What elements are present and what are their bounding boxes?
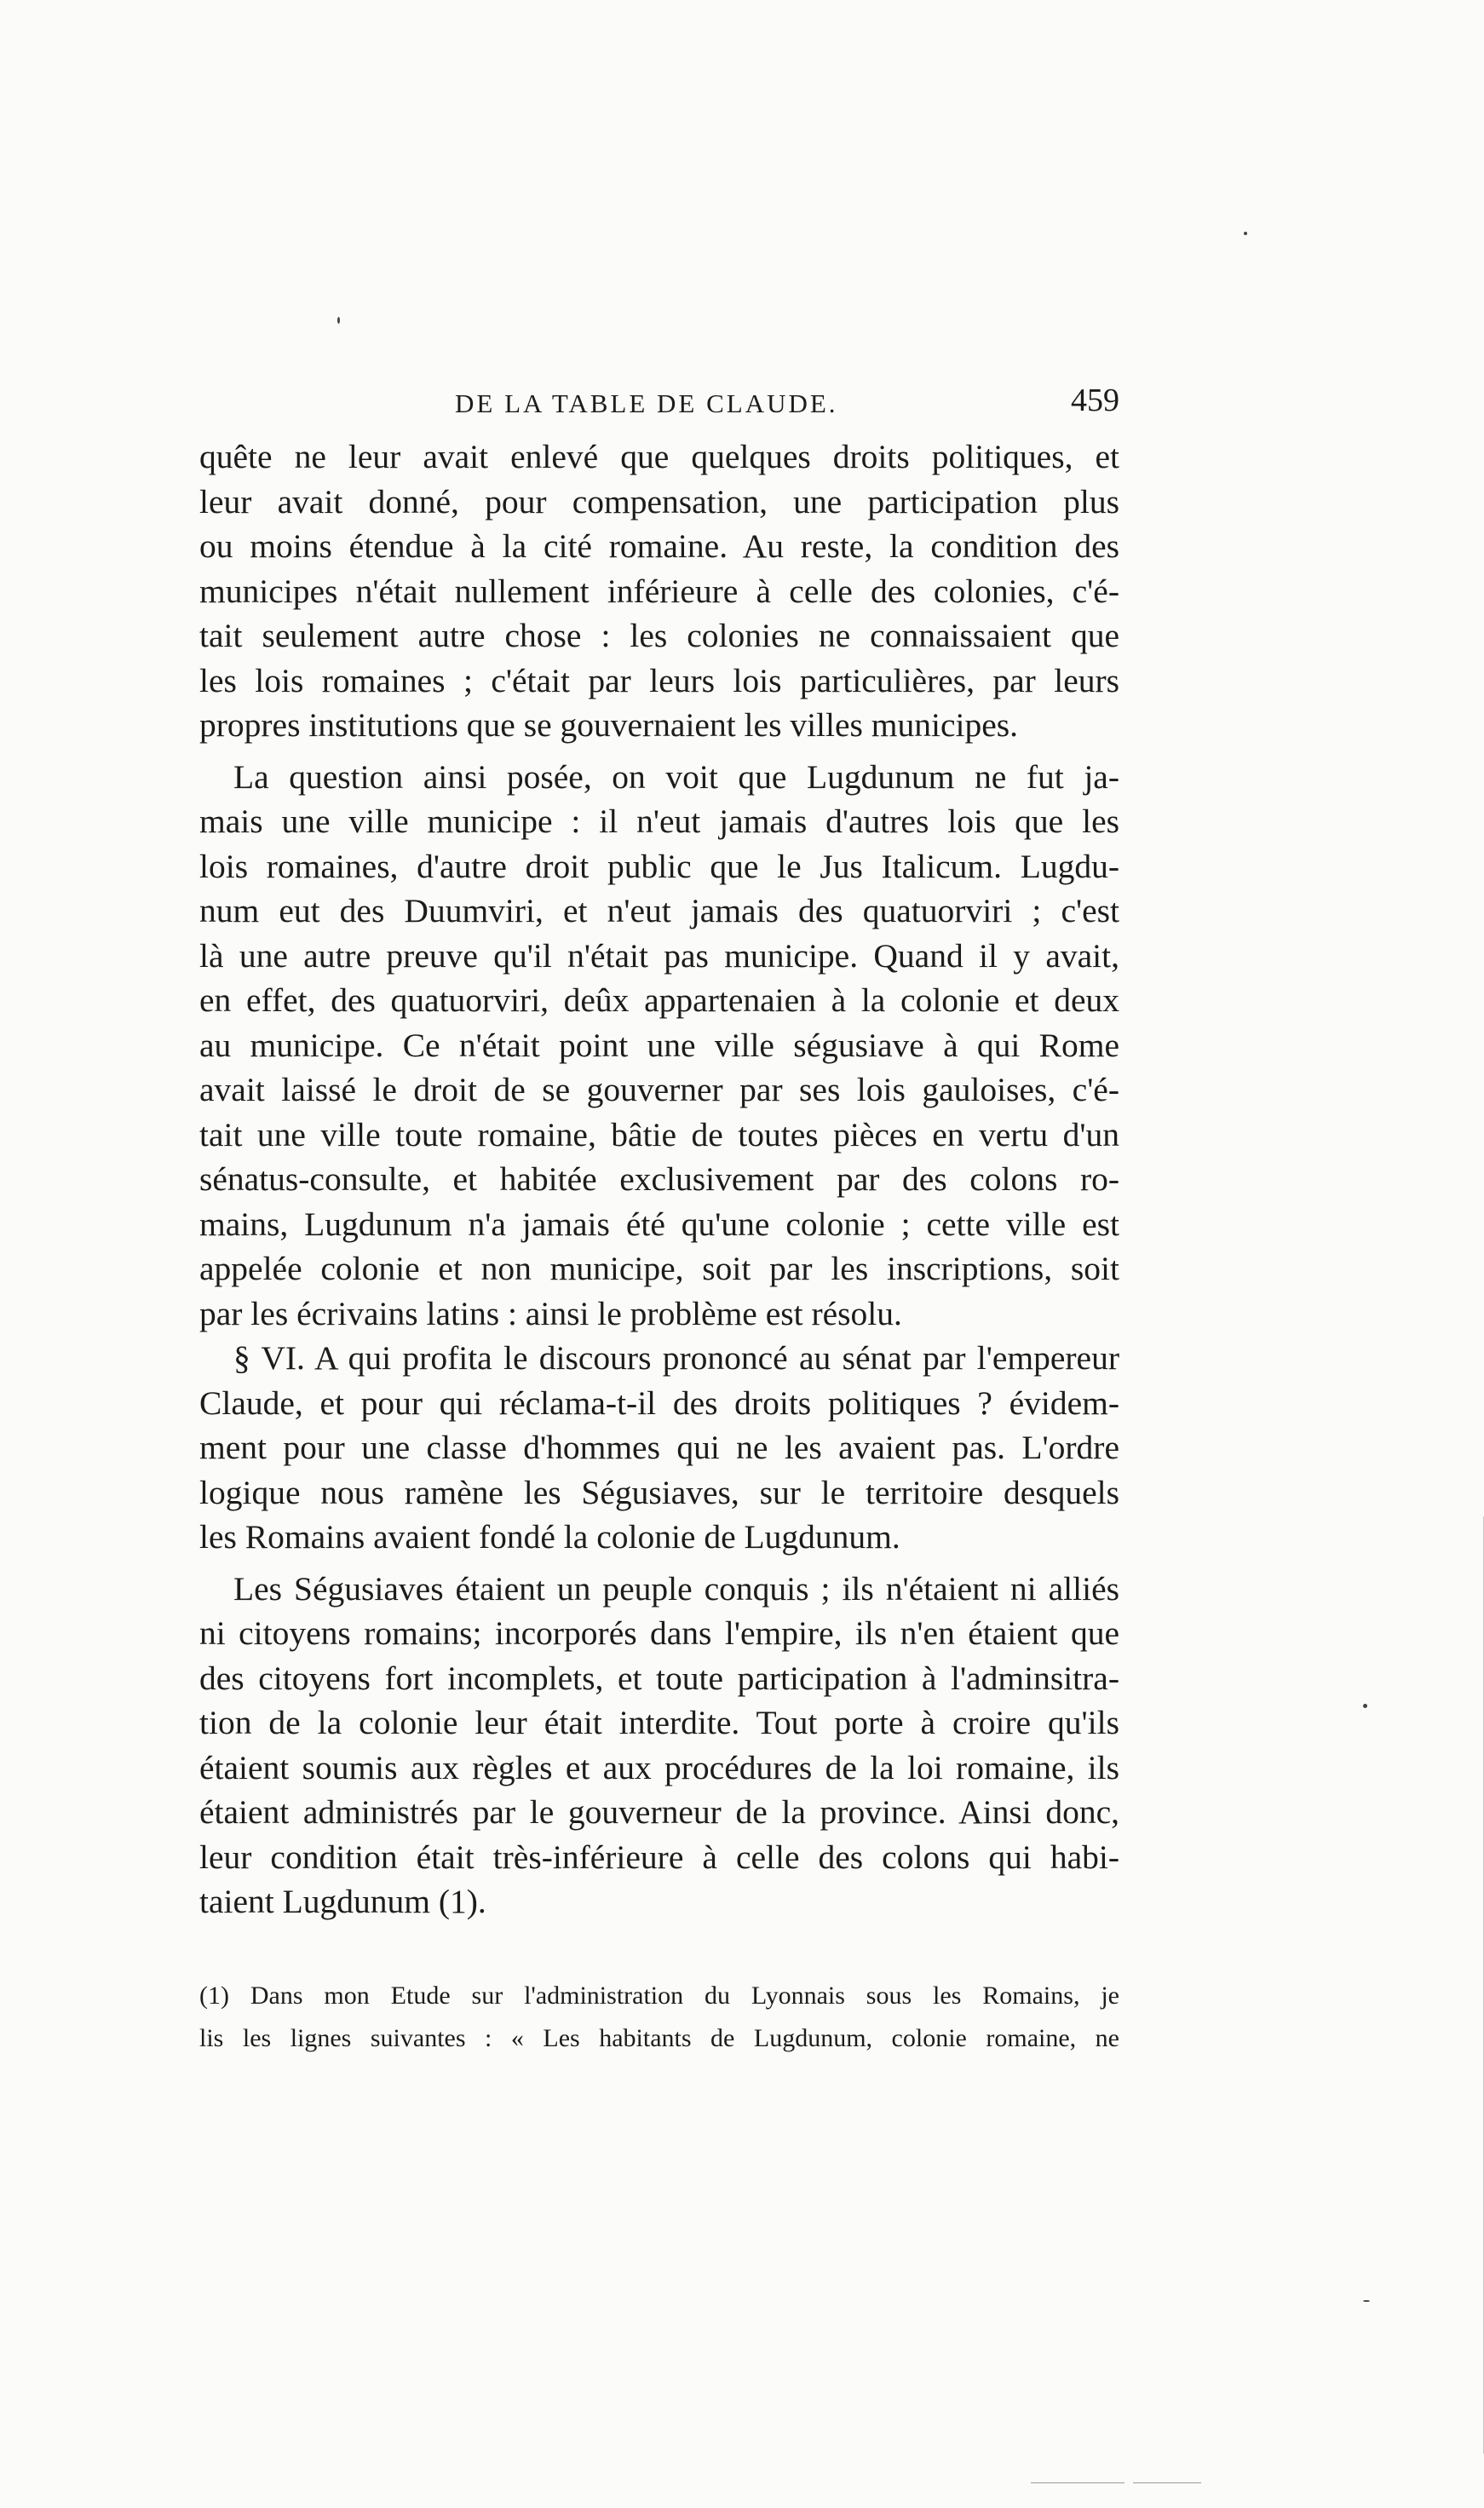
paragraph [199,1336,1119,1560]
text-line: ou moins étendue à la cité romaine. Au reste, la condition des [199,527,1119,565]
text-line: des citoyens fort incomplets, et toute participation à l'adminsitra- [199,1659,1119,1697]
text-line: étaient soumis aux règles et aux procédures de la loi romaine, ils [199,1748,1119,1786]
paragraph [199,1567,1119,1924]
text-line: les lois romaines ; c'était par leurs lois particulières, par leurs [199,661,1119,699]
text-line: Claude, et pour qui réclama-t-il des droits politiques ? évidem- [199,1383,1119,1422]
text-line: ment pour une classe d'hommes qui ne les avaient pas. L'ordre [199,1429,1119,1466]
text-line: leur condition était très-inférieure à celle des colons qui habi- [199,1838,1119,1876]
text-line: tait seulement autre chose : les colonies ne connaissaient que [199,617,1119,654]
text-line: avait laissé le droit de se gouverner par ses lois gauloises, c'é- [199,1071,1119,1108]
page-header [199,382,1119,433]
text-line: au municipe. Ce n'était point une ville ségusiave à qui Rome [199,1026,1119,1064]
body-text [199,434,1119,1924]
text-line: appelée colonie et non municipe, soit par les inscriptions, soit [199,1250,1119,1287]
scan-speck [1363,1704,1367,1708]
text-line: ni citoyens romains; incorporés dans l'empire, ils n'en étaient que [199,1614,1119,1652]
text-line: tait une ville toute romaine, bâtie de toutes pièces en vertu d'un [199,1115,1119,1153]
text-line: taient Lugdunum (1). [199,1883,486,1920]
text-line: quête ne leur avait enlevé que quelques droits politiques, et [199,438,1119,475]
text-line: mais une ville municipe : il n'eut jamais d'autres lois que les [199,802,1119,840]
text-line: logique nous ramène les Ségusiaves, sur le territoire desquels [199,1473,1119,1511]
footnote [199,1975,1119,2060]
page-number: 459 [1071,383,1119,418]
running-title: DE LA TABLE DE CLAUDE. [455,388,838,418]
text-line: leur avait donné, pour compensation, une participation plus [199,482,1119,521]
text-line: municipes n'était nullement inférieure à celle des colonies, c'é- [199,572,1119,610]
text-line: étaient administrés par le gouverneur de la province. Ainsi donc, [199,1793,1119,1831]
text-line: les Romains avaient fondé la colonie de Lugdunum. [199,1518,900,1556]
text-line: Les Ségusiaves étaient un peuple conquis ; ils n'étaient ni alliés [233,1569,1119,1608]
text-line: num eut des Duumviri, et n'eut jamais des quatuorviri ; c'est [199,892,1119,929]
text-line: mains, Lugdunum n'a jamais été qu'une colonie ; cette ville est [199,1205,1119,1243]
text-line: propres institutions que se gouvernaient les villes municipes. [199,706,1018,744]
paragraph [199,755,1119,1337]
scan-speck [1244,232,1247,235]
text-line: La question ainsi posée, on voit que Lugdunum ne fut ja- [233,757,1119,796]
text-line: là une autre preuve qu'il n'était pas municipe. Quand il y avait, [199,936,1119,975]
scan-rule-mark [1133,2482,1201,2483]
scan-rule-mark [1031,2482,1125,2483]
scan-speck [1363,2300,1370,2302]
footnote-line: (1) Dans mon Etude sur l'administration du Lyonnais sous les Romains, je [199,1982,1119,2010]
paragraph [199,434,1119,748]
text-line: tion de la colonie leur était interdite. Tout porte à croire qu'ils [199,1704,1119,1741]
text-line: par les écrivains latins : ainsi le problème est résolu. [199,1294,902,1332]
text-line: § VI. A qui profita le discours prononcé au sénat par l'empereur [233,1339,1119,1377]
scan-speck [337,317,340,324]
text-line: en effet, des quatuorviri, deûx appartenaien à la colonie et deux [199,981,1119,1019]
footnote-line: lis les lignes suivantes : « Les habitants de Lugdunum, colonie romaine, ne [199,2024,1119,2052]
text-line: sénatus-consulte, et habitée exclusivement par des colons ro- [199,1160,1119,1198]
text-line: lois romaines, d'autre droit public que le Jus Italicum. Lugdu- [199,847,1119,885]
